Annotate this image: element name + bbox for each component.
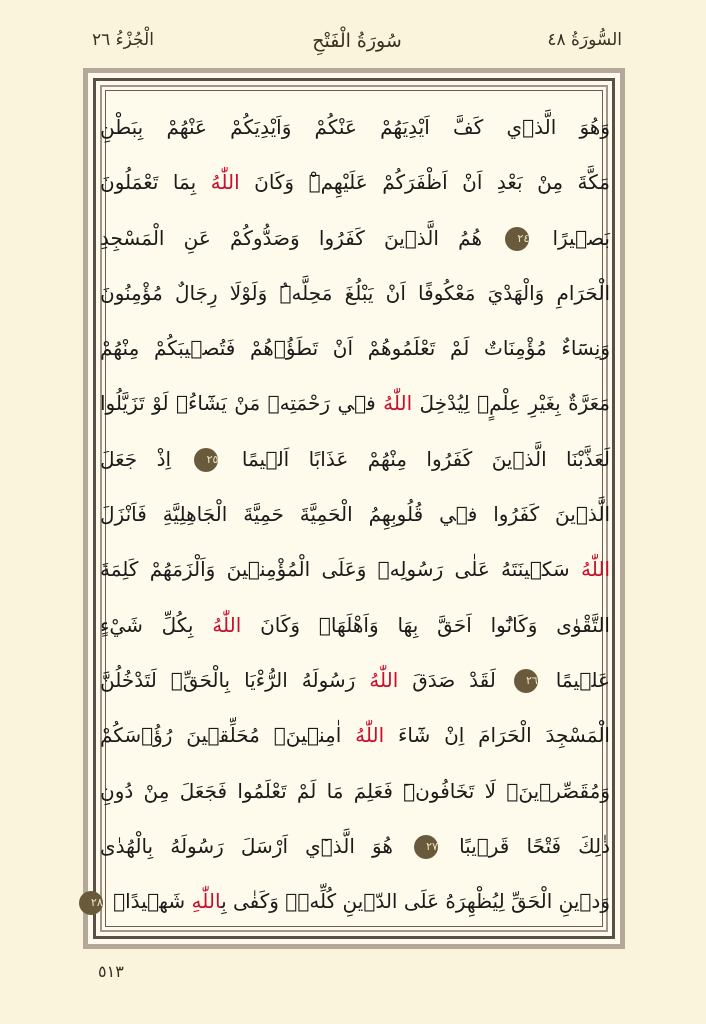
verse-text: بَص۪يرًا (533, 225, 610, 250)
verse-text: الْحَرَامِ وَالْهَدْيَ مَعْكُوفًا اَنْ يَبْلُغَ مَحِلَّهُۜ وَلَوْلَا رِجَالٌ مُؤْمِنُونَ (100, 280, 610, 305)
divine-name: اللّٰهُ (581, 557, 610, 582)
surah-number-label: السُّورَةُ ٤٨ (547, 30, 622, 50)
text-line (100, 653, 610, 708)
verse-text: وَد۪ينِ الْحَقِّ لِيُظْهِرَهُ عَلَى الدّ۪ينِ كُلِّه۪ۜ وَكَفٰى بِ (221, 889, 610, 914)
text-line (100, 211, 610, 266)
text-line (100, 376, 610, 431)
divine-name: اللّٰهُ (369, 667, 399, 692)
verse-text: اٰمِن۪ينَۙ مُحَلِّق۪ينَ رُؤُ۫سَكُمْ (100, 723, 356, 748)
verse-text: الَّذ۪ينَ كَفَرُوا ف۪ي قُلُوبِهِمُ الْحَمِيَّةَ حَمِيَّةَ الْجَاهِلِيَّةِ فَاَنْزَلَ (100, 502, 610, 527)
verse-text: رَسُولَهُ الرُّءْيَا بِالْحَقِّۚ لَتَدْخُلُنَّ (100, 667, 370, 692)
text-line (90, 874, 610, 929)
verse-text: اِذْ جَعَلَ (100, 446, 191, 471)
juz-label: الْجُزْءُ ٢٦ (92, 30, 154, 50)
text-line (100, 819, 610, 874)
divine-name: اللّٰهُ (212, 612, 242, 637)
text-line (100, 764, 610, 819)
verse-text: مَعَرَّةٌ بِغَيْرِ عِلْمٍۚ لِيُدْخِلَ (412, 391, 611, 416)
text-line (100, 155, 610, 210)
verse-text: ذٰلِكَ فَتْحًا قَر۪يبًا (441, 833, 610, 858)
verse-text: وَهُوَ الَّذ۪ي كَفَّ اَيْدِيَهُمْ عَنْكُمْ وَاَيْدِيَكُمْ عَنْهُمْ بِبَطْنِ (100, 115, 610, 139)
verse-text: ف۪ي رَحْمَتِه۪ مَنْ يَشَٓاءُۚ لَوْ تَزَيَّلُوا (100, 391, 384, 416)
verse-text: الْمَسْجِدَ الْحَرَامَ اِنْ شَٓاءَ (384, 723, 610, 748)
page-number: ٥١٣ (98, 962, 124, 981)
ayah-number-marker: ٢٤ (505, 227, 529, 251)
verse-text-area (90, 100, 611, 930)
divine-name: اللّٰهُ (355, 723, 385, 748)
verse-text: وَنِسَٓاءٌ مُؤْمِنَاتٌ لَمْ تَعْلَمُوهُمْ اَنْ تَطَؤُ۫هُمْ فَتُص۪يبَكُمْ مِنْهُمْ (100, 336, 610, 361)
verse-text: لَعَذَّبْنَا الَّذ۪ينَ كَفَرُوا مِنْهُمْ عَذَابًا اَل۪يمًا (222, 446, 610, 471)
text-line (100, 542, 610, 597)
divine-name: اللّٰهُ (383, 391, 413, 416)
verse-text: التَّقْوٰى وَكَانُٓوا اَحَقَّ بِهَا وَاَهْلَهَاۜ وَكَانَ (241, 612, 610, 637)
ayah-number-marker: ٢٦ (514, 669, 538, 693)
text-line (100, 100, 610, 155)
verse-text: بِمَا تَعْمَلُونَ (100, 170, 211, 195)
divine-name: اللّٰهُ (210, 170, 240, 195)
verse-text: هُمُ الَّذ۪ينَ كَفَرُوا وَصَدُّوكُمْ عَنِ الْمَسْجِدِ (100, 225, 502, 250)
verse-text: مَكَّةَ مِنْ بَعْدِ اَنْ اَظْفَرَكُمْ عَلَيْهِمْۜ وَكَانَ (239, 170, 611, 195)
ayah-number-marker: ٢٥ (194, 448, 218, 472)
text-line (100, 598, 610, 653)
text-line (100, 266, 610, 321)
verse-text: بِكُلِّ شَيْءٍ (100, 612, 213, 637)
ayah-number-marker: ٢٨ (79, 891, 103, 915)
text-line (100, 708, 610, 763)
verse-text: لَقَدْ صَدَقَ (398, 667, 510, 692)
verse-text: هُوَ الَّذ۪ٓي اَرْسَلَ رَسُولَهُ بِالْهُدٰى (100, 833, 410, 858)
verse-text: سَك۪ينَتَهُ عَلٰى رَسُولِه۪ وَعَلَى الْمُؤْمِن۪ينَ وَاَلْزَمَهُمْ كَلِمَةَ (100, 557, 581, 582)
text-line (100, 487, 610, 542)
surah-name: سُورَةُ الْفَتْحِ (312, 30, 402, 52)
verse-text: شَه۪يدًاۜ (106, 889, 192, 914)
verse-text: عَل۪يمًا (541, 667, 610, 692)
text-line (100, 432, 610, 487)
page-header (92, 26, 622, 56)
text-line (100, 321, 610, 376)
ayah-number-marker: ٢٧ (414, 835, 438, 859)
divine-name: اللّٰهِ (191, 889, 222, 914)
verse-text: وَمُقَصِّر۪ينَۙ لَا تَخَافُونَۜ فَعَلِمَ مَا لَمْ تَعْلَمُوا فَجَعَلَ مِنْ دُونِ (100, 778, 610, 803)
